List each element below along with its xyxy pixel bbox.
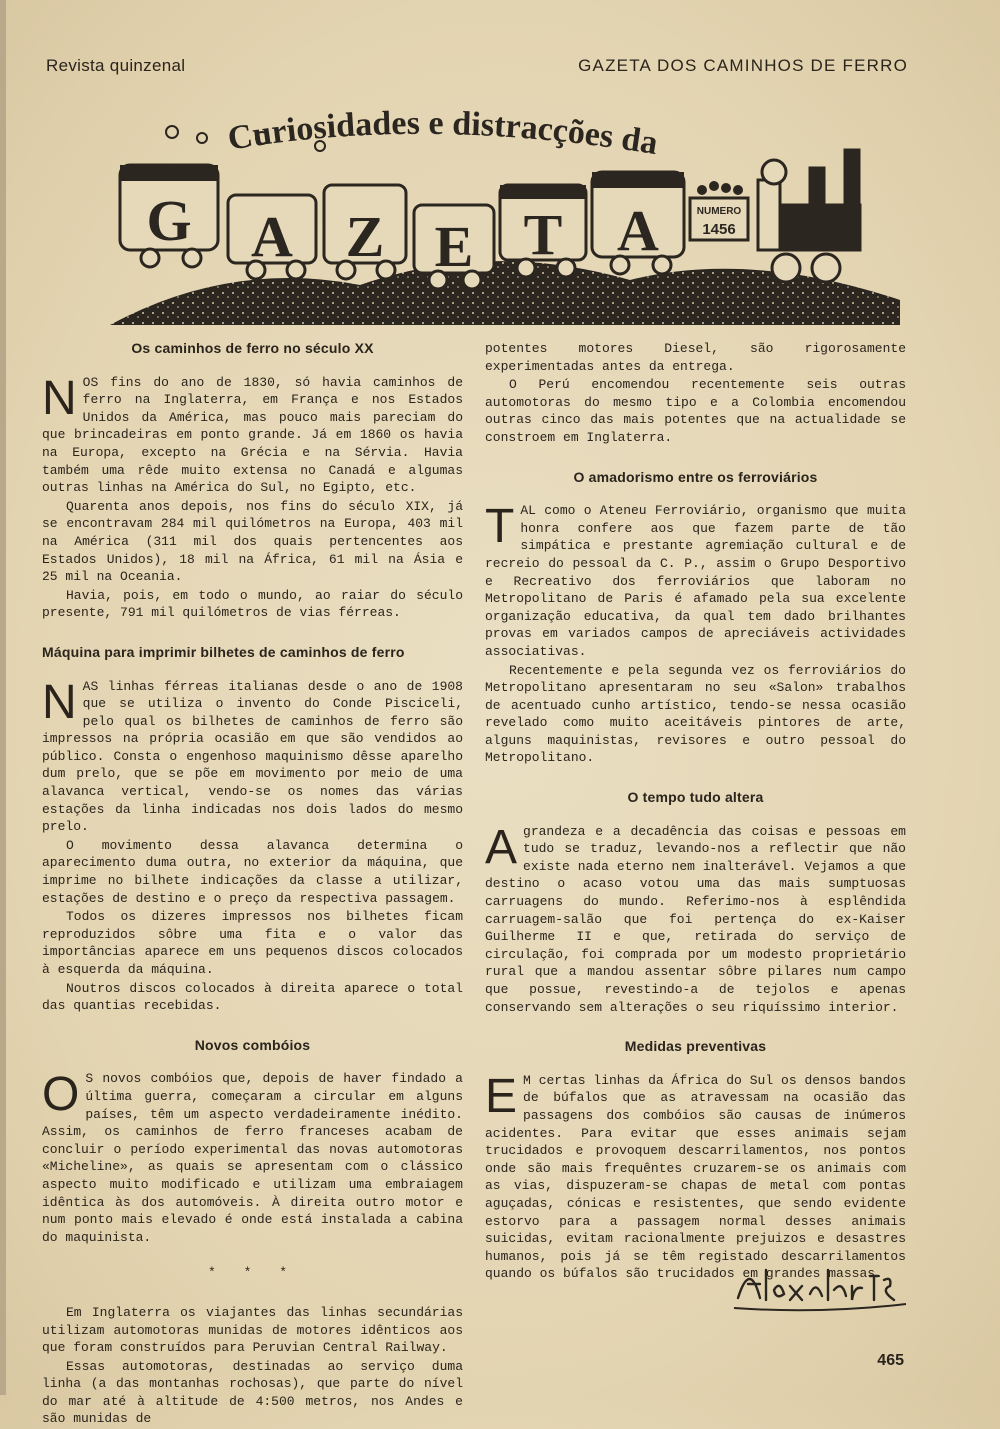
section-title: Máquina para imprimir bilhetes de caminhos de ferro	[42, 643, 405, 660]
drop-cap: T	[485, 500, 515, 554]
paragraph: O S novos combóios que, depois de haver findado a última guerra, começaram a circular em alguns países, têm um aspecto verdadeiramente inédito. Assim, os caminhos de ferro franceses acabam de concluir o período experimental das novas automotoras «Micheline», as quais se apresentam com o clássico aspecto muito modificado e utilizam uma embraiagem idêntica às dos automóveis. À direita outro motor e num ponto mais elevado é onde está instalada a cabina do maquinista.	[42, 1068, 463, 1245]
author-signature	[730, 1250, 910, 1320]
paragraph: Havia, pois, em todo o mundo, ao raiar do século presente, 791 mil quilómetros de vias férreas.	[42, 587, 463, 621]
drop-cap: O	[42, 1068, 80, 1122]
paragraph: TAL como o Ateneu Ferroviário, organismo que muita honra confere aos que fazem parte de tão simpática e prestante agremiação cultural e de recreio do pessoal da C. P., assim o Grupo Desportivo e Recreativo dos ferroviários que laboram no Metropolitano de Paris é afamado pela sua excelente organização educativa, da qual tem dado brilhantes provas em variados campos de apreciáveis actividades associativas.	[485, 500, 906, 659]
header-magazine-title: GAZETA DOS CAMINHOS DE FERRO	[578, 56, 908, 75]
paragraph: Noutros discos colocados à direita aparece o total das quantias recebidas.	[42, 980, 463, 1014]
section-title: Medidas preventivas	[624, 1038, 767, 1055]
paragraph: Em Inglaterra os viajantes das linhas secundárias utilizam automotoras munidas de motores idênticos aos que foram construídos para Peruvian Central Railway.	[42, 1304, 463, 1356]
paragraph: Quarenta anos depois, nos fins do século XIX, já se encontravam 284 mil quilómetros na Europa, 403 mil na América (311 mil dos quais pertencentes aos Estados Unidos), 18 mil na África, 61 mil na Ásia e 25 mil na Oceania.	[42, 498, 463, 585]
page-edge	[0, 0, 6, 1395]
section-title: Novos combóios	[194, 1036, 311, 1053]
header-magazine-frequency: Revista quinzenal	[46, 56, 186, 75]
drop-cap: E	[485, 1069, 518, 1123]
drop-cap: N	[42, 371, 77, 425]
section-title: O amadorismo entre os ferroviários	[573, 468, 818, 485]
page-number: 465	[877, 1352, 904, 1369]
left-column	[42, 340, 463, 1429]
banner-letter-t: T	[523, 202, 563, 267]
paragraph: NAS linhas férreas italianas desde o ano de 1908 que se utiliza o invento do Conde Pisciceli, pelo qual os bilhetes de caminhos de ferro são impressos na própria ocasião em que são vendidos ao público. Consta o engenhoso maquinismo dêsse aparelho dum prelo, que se põe em movimento por meio de uma alavanca vertical, vendo-se os nomes das várias estações da linha indicadas nos dois lados do mesmo prelo.	[42, 675, 463, 835]
paragraph: O movimento dessa alavanca determina o aparecimento duma outra, no exterior da máquina, que imprime no bilhete indicações da classe a utilizar, estações de destino e o preço da respectiva passagem.	[42, 837, 463, 906]
banner-number-value: 1456	[702, 221, 736, 238]
right-column	[485, 340, 906, 1284]
banner-letter-a: A	[251, 204, 293, 269]
banner-letter-z: Z	[345, 204, 385, 269]
section-title: O tempo tudo altera	[627, 789, 764, 806]
paragraph: O Perú encomendou recentemente seis outras automotoras do mesmo tipo e a Colombia encomendou outras cinco das mais potentes que na actualidade se constroem em Inglaterra.	[485, 377, 906, 445]
locomotive-icon	[758, 150, 860, 282]
banner-letter-e: E	[434, 214, 474, 279]
drop-cap: A	[485, 820, 518, 874]
paragraph: E M certas linhas da África do Sul os densos bandos de búfalos que as atravessam na ocasião das passagens dos combóios são causas de inúmeros acidentes. Para evitar que esses animais sejam trucidados e provoquem descarrilamentos, nos pontos onde são mais frequêntes cruzarem-se os animais com as vias, dispuzeram-se chapas de metal com pontas aguçadas, cónicas e resistentes, que sendo evidente estorvo para a passagem normal desses animais suicidas, evitam racionalmente prejuizos e desastres humanos, pois já se têm registado descarrilamentos quando os búfalos são trucidados em grandes massas.	[485, 1069, 906, 1282]
banner-number-label: NUMERO	[696, 206, 742, 217]
banner-letter-g: G	[146, 188, 192, 253]
banner-curve-text: Curiosidades e distracções da	[225, 110, 661, 163]
paragraph: Recentemente e pela segunda vez os ferroviários do Metropolitano apresentaram no seu «Salon» trabalhos de acentuado cunho artístico, tendo-se nessa ocasião revelado como muito aceitáveis pintores de arte, alguns maquinistas, revisores e outro pessoal do Metropolitano.	[485, 662, 906, 766]
paragraph: Todos os dizeres impressos nos bilhetes ficam reproduzidos sôbre uma fita e o valor das importâncias aparece em uns pequenos discos colocados à esquerda da máquina.	[42, 909, 463, 977]
drop-cap: N	[42, 675, 77, 729]
section-title: Os caminhos de ferro no século XX	[131, 340, 374, 356]
paragraph: NOS fins do ano de 1830, só havia caminhos de ferro na Inglaterra, em França e nos Estados Unidos da América, mas pouco mais pareciam do que brincadeiras em ponto grande. Já em 1860 os havia na Europa, excepto na Grécia e na Sérvia. Havia também uma rêde muito extensa no Canadá e algumas outras linhas na América do Sul, no Egipto, etc.	[42, 371, 463, 496]
banner-letter-a2: A	[617, 198, 659, 263]
paragraph: Agrandeza e a decadência das coisas e pessoas em tudo se traduz, levando-nos a reflectir que não existe nada eterno nem inalterável. Vejamos a que destino o acaso votou uma das mais sumptuosas carruagens do mundo. Referimo-nos à esplêndida carruagem-salão que foi pertença do ex-Kaiser Guilherme II e que, retirada do serviço de circulação, foi comprada por um modesto proprietário rural que a mandou assentar sôbre pilares num campo que possue, revestindo-a de tejolos e apenas conservando sem alterações o seu riquíssimo interior.	[485, 820, 906, 1015]
separator: * * *	[207, 1265, 297, 1281]
paragraph: Essas automotoras, destinadas ao serviço duma linha (a das montanhas rochosas), que parte do nível do mar até à altitude de 4:500 metros, nos Andes e são munidas de	[42, 1358, 463, 1427]
paragraph: potentes motores Diesel, são rigorosamente experimentadas antes da entrega.	[485, 341, 906, 374]
gazeta-train-banner	[110, 110, 900, 330]
